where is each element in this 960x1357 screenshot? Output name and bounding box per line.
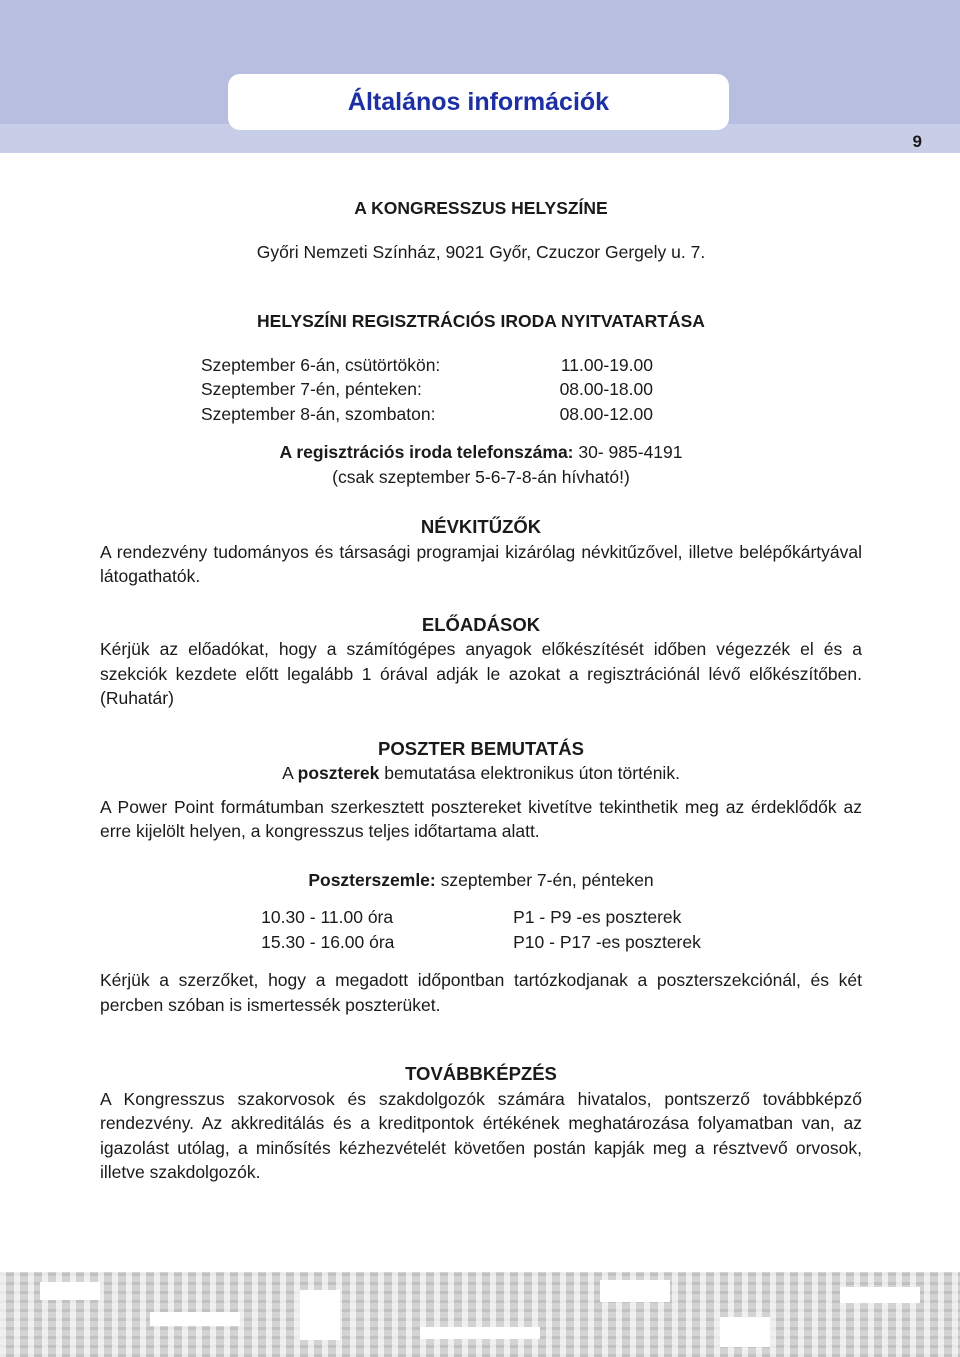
hours-day: Szeptember 7-én, pénteken:: [201, 379, 422, 399]
posters-heading: POSZTER BEMUTATÁS: [378, 737, 584, 759]
hours-row: [201, 353, 761, 378]
page-number: 9: [912, 132, 922, 151]
training-text: A Kongresszus szakorvosok és szakdolgozók számára hivatalos, pontszerző továbbképző rendezvény. Az akkreditálás és a kreditpontok értékének meghatározása folyamatban van, az igazolást utólag, a minősítés kézhezvételét követően postán kapják meg a résztvevő orvosok, illetve szakdolgozók.: [100, 1088, 862, 1182]
hours-time: 08.00-12.00: [559, 403, 653, 424]
posters-intro-suffix: bemutatása elektronikus úton történik.: [379, 763, 680, 783]
phone-note: (csak szeptember 5-6-7-8-án hívható!): [332, 466, 630, 487]
hours-time: 11.00-19.00: [560, 354, 653, 375]
poster-session-posters: P1 - P9 -es poszterek: [513, 907, 682, 927]
venue-heading: A KONGRESSZUS HELYSZÍNE: [354, 198, 608, 218]
registration-phone: [100, 440, 862, 465]
badges-text: A rendezvény tudományos és társasági programjai kizárólag névkitűzővel, illetve belépőkártyával látogathatók.: [100, 541, 862, 586]
posters-intro-bold: poszterek: [297, 763, 380, 783]
badges-heading: NÉVKITŰZŐK: [420, 516, 542, 537]
posters-text: A Power Point formátumban szerkesztett posztereket kivetítve tekinthetik meg az érdeklődők az erre kijelölt helyen, a kongresszus teljes időtartama alatt.: [100, 796, 862, 841]
registration-hours-table: [201, 353, 761, 427]
poster-review-label: Poszterszemle:: [308, 869, 436, 890]
poster-session-time: 10.30 - 11.00 óra: [261, 907, 394, 927]
posters-intro: [100, 761, 862, 786]
poster-review: [100, 868, 862, 893]
footer-pattern: [0, 1272, 960, 1357]
hours-day: Szeptember 6-án, csütörtökön:: [201, 354, 441, 375]
poster-review-date: szeptember 7-én, pénteken: [435, 869, 654, 890]
phone-label: A regisztrációs iroda telefonszáma:: [279, 442, 574, 462]
page-title: Általános információk: [347, 87, 610, 116]
lectures-heading: ELŐADÁSOK: [421, 613, 541, 635]
poster-session-posters: P10 - P17 -es poszterek: [513, 931, 701, 952]
training-heading: TOVÁBBKÉPZÉS: [405, 1063, 557, 1084]
poster-session-time: 15.30 - 16.00 óra: [261, 931, 395, 952]
hours-time: 08.00-18.00: [559, 379, 653, 399]
document-body: [100, 196, 862, 1185]
phone-number: 30- 985-4191: [578, 442, 683, 462]
lectures-text: Kérjük az előadókat, hogy a számítógépes anyagok előkészítését időben végezzék el és a szekciók kezdete előtt legalább 1 órával adják le azokat a regisztrációnál lévő előkészítőben. (Ruhatár): [100, 639, 862, 708]
hours-day: Szeptember 8-án, szombaton:: [201, 403, 436, 424]
posters-intro-prefix: A: [282, 763, 298, 783]
hours-row: [201, 402, 761, 427]
registration-heading: HELYSZÍNI REGISZTRÁCIÓS IRODA NYITVATARTÁSA: [257, 311, 705, 331]
poster-session-row: [261, 930, 701, 955]
venue-address: Győri Nemzeti Színház, 9021 Győr, Czuczor Gergely u. 7.: [256, 241, 706, 262]
title-box: [228, 74, 729, 130]
poster-sessions-table: [261, 905, 701, 954]
posters-request: Kérjük a szerzőket, hogy a megadott időpontban tartózkodjanak a poszterszekciónál, és két percben szóban is ismertessék poszterüket.: [100, 970, 862, 1015]
hours-row: [201, 377, 761, 402]
poster-session-row: [261, 905, 701, 930]
